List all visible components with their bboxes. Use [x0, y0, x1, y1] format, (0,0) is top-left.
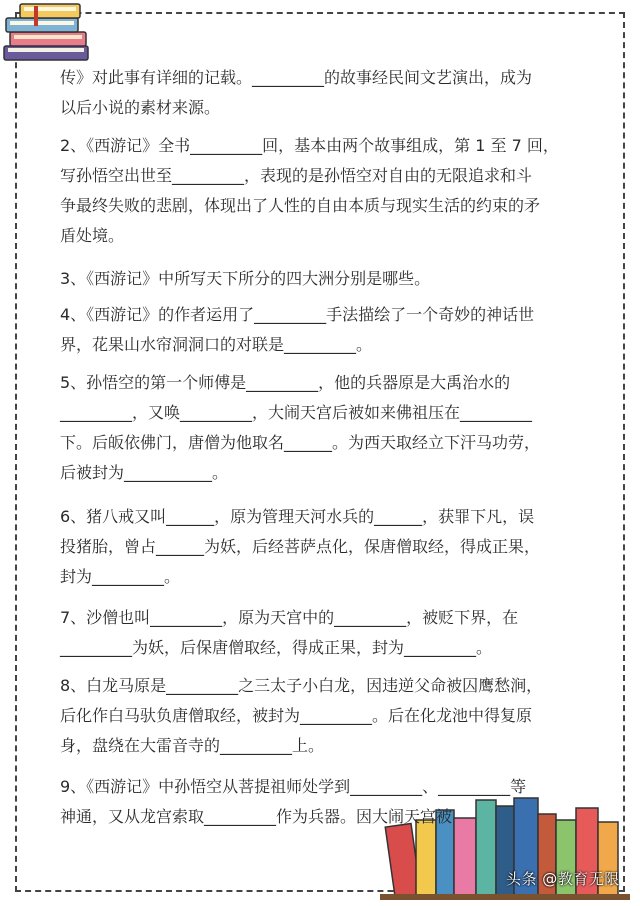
watermark: 头条 @教育无限: [506, 870, 620, 888]
text-line: 8、白龙马原是_________之三太子小白龙，因违逆父命被囚鹰愁涧，: [60, 676, 543, 695]
text-line: 以后小说的素材来源。: [60, 98, 221, 117]
text-line: 下。后皈依佛门，唐僧为他取名______。为西天取经立下汗马功劳，: [60, 433, 541, 452]
text-line: 3、《西游记》中所写天下所分的四大洲分别是哪些。: [60, 269, 431, 288]
question-2: [60, 131, 580, 251]
text-line: 后被封为___________。: [60, 463, 229, 482]
text-line: 争最终失败的悲剧，体现出了人性的自由本质与现实生活的约束的矛: [60, 196, 541, 215]
question-5: [60, 368, 580, 488]
text-line: 传》对此事有详细的记载。_________的故事经民间文艺演出，成为: [60, 68, 533, 87]
text-line: 投猪胎，曾占______为妖，后经菩萨点化，保唐僧取经，得成正果，: [60, 537, 541, 556]
text-line: _________为妖，后保唐僧取经，得成正果，封为_________。: [60, 638, 493, 657]
text-line: 封为_________。: [60, 567, 181, 586]
question-7: [60, 603, 580, 663]
text-line: 4、《西游记》的作者运用了_________手法描绘了一个奇妙的神话世: [60, 305, 535, 324]
text-line: 写孙悟空出世至_________，表现的是孙悟空对自由的无限追求和斗: [60, 166, 533, 185]
text-line: 界，花果山水帘洞洞口的对联是_________。: [60, 335, 373, 354]
text-line: _________，又唤_________，大闹天宫后被如来佛祖压在_________: [60, 403, 533, 422]
question-9: [60, 772, 580, 832]
text-line: 后化作白马驮负唐僧取经，被封为_________。后在化龙池中得复原: [60, 706, 533, 725]
question-8: [60, 671, 580, 761]
book-stack-icon: [0, 0, 100, 64]
text-line: 9、《西游记》中孙悟空从菩提祖师处学到_________、_________等: [60, 777, 527, 796]
text-line: 7、沙僧也叫_________，原为天宫中的_________，被贬下界，在: [60, 608, 519, 627]
text-line: 2、《西游记》全书_________回，基本由两个故事组成，第 1 至 7 回，: [60, 136, 559, 155]
text-line: 6、猪八戒又叫______，原为管理天河水兵的______，获罪下凡，误: [60, 507, 535, 526]
text-line: 盾处境。: [60, 226, 125, 245]
text-line: 身，盘绕在大雷音寺的_________上。: [60, 736, 325, 755]
question-3: [60, 264, 580, 294]
question-6: [60, 502, 580, 592]
text-line: 神通，又从龙宫索取_________作为兵器。因大闹天宫被: [60, 807, 453, 826]
paragraph-1: [60, 63, 580, 123]
text-line: 5、孙悟空的第一个师傅是_________，他的兵器原是大禹治水的: [60, 373, 511, 392]
question-4: [60, 300, 580, 360]
